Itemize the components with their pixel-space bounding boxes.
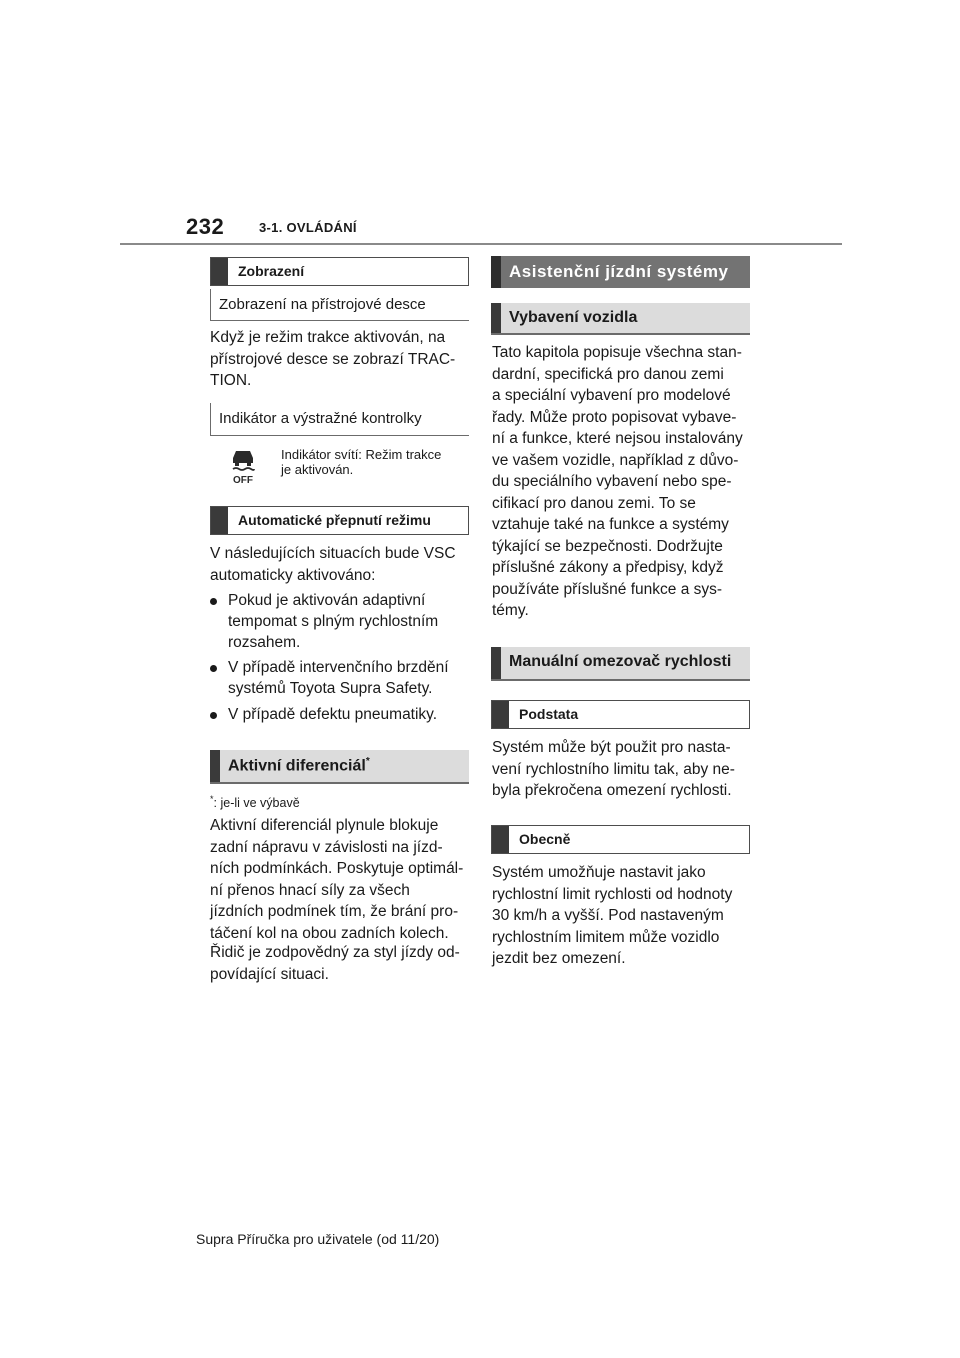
subheading-indicator-label: Indikátor a výstražné kontrolky [219, 410, 422, 427]
paragraph-line: Když je režim trakce aktivován, na [210, 329, 446, 346]
paragraph-line: dardní, specifická pro danou zemi [492, 365, 724, 383]
subheading-dashboard-display [210, 289, 469, 321]
heading-tab [211, 258, 228, 285]
footer-text: Supra Příručka pro uživatele (od 11/20) [196, 1231, 440, 1247]
heading-tab [492, 826, 509, 853]
list-item-line: tempomat s plným rychlostním [228, 613, 439, 630]
list-item-line: systémů Toyota Supra Safety. [228, 680, 433, 697]
header-rule [120, 243, 842, 245]
heading-auto-mode-switch [210, 506, 469, 535]
heading-vehicle-equipment-label: Vybavení vozidla [509, 309, 638, 326]
paragraph-line: jezdit bez omezení. [492, 950, 626, 967]
paragraph-line: týkající se bezpečnosti. Dodržujte [492, 537, 723, 555]
section-banner-assist [491, 256, 750, 288]
heading-active-differential-label [228, 756, 370, 775]
page-number: 232 [186, 214, 225, 239]
list-item-line: V případě intervenčního brzdění [228, 659, 449, 676]
subheading-indicator [210, 403, 469, 436]
paragraph-line: rychlostním limitem může vozidlo [492, 928, 720, 946]
paragraph-line: příslušné zákony a předpisy, když [492, 559, 724, 576]
paragraph-line: jízdních podmínek tím, že brání pro- [210, 903, 459, 920]
footnote-text: : je-li ve výbavě [213, 796, 300, 811]
paragraph-line: automaticky aktivováno: [210, 566, 376, 584]
paragraph-line: přístrojové desce se zobrazí TRAC- [210, 350, 456, 368]
footnote [210, 792, 470, 811]
paragraph-line: vztahuje také na funkce a systémy [492, 516, 729, 533]
paragraph-line: povídající situaci. [210, 965, 329, 983]
heading-tab [491, 303, 501, 333]
heading-text: Aktivní diferenciál [228, 757, 366, 775]
heading-tab [491, 647, 501, 679]
heading-tab [210, 750, 220, 782]
heading-general-label: Obecně [519, 831, 571, 847]
heading-auto-mode-switch-label: Automatické přepnutí režimu [238, 512, 431, 528]
paragraph-line: Systém může být použit pro nasta- [492, 739, 731, 756]
heading-active-differential [210, 750, 469, 784]
heading-tab [492, 701, 509, 728]
paragraph-line: Systém umožňuje nastavit jako [492, 864, 706, 881]
paragraph-line: Tato kapitola popisuje všechna stan- [492, 344, 742, 361]
heading-essence [491, 700, 750, 729]
paragraph-line: Aktivní diferenciál plynule blokuje [210, 817, 439, 834]
paragraph-line: 30 km/h a vyšší. Pod nastaveným [492, 907, 724, 924]
paragraph-line: du speciálního vybavení nebo spe- [492, 473, 732, 490]
list-item [210, 657, 470, 699]
paragraph-line: TION. [210, 372, 252, 389]
list-item-line: Pokud je aktivován adaptivní [228, 592, 426, 609]
list-item-line: V případě defektu pneumatiky. [228, 706, 438, 723]
section-banner-assist-label: Asistenční jízdní systémy [509, 262, 729, 281]
heading-tab [211, 507, 228, 534]
paragraph-line: Řidič je zodpovědný za styl jízdy od- [210, 944, 460, 961]
bullet-dot [210, 712, 217, 719]
paragraph-line: ní přenos hnací síly za všech [210, 881, 410, 899]
paragraph-equipment [492, 342, 754, 622]
heading-display-label: Zobrazení [238, 263, 305, 279]
paragraph-line: ních podmínkách. Poskytuje optimál- [210, 860, 464, 877]
heading-manual-speed-limiter-label: Manuální omezovač rychlosti [509, 653, 732, 670]
paragraph-driver [210, 942, 472, 985]
paragraph-line: byla překročena omezení rychlosti. [492, 782, 732, 799]
heading-display [210, 257, 469, 286]
paragraph-line: ní a funkce, které nejsou instalovány [492, 430, 743, 447]
paragraph-line: a speciální vybavení pro modelové [492, 387, 731, 404]
paragraph-line: rychlostní limit rychlosti od hodnoty [492, 885, 733, 903]
subheading-dashboard-display-label: Zobrazení na přístrojové desce [219, 296, 426, 313]
paragraph-line: používáte příslušné funkce a sys- [492, 580, 723, 598]
footnote-marker: * [210, 794, 214, 804]
paragraph-line: témy. [492, 602, 529, 619]
paragraph-line: řady. Může proto popisovat vybave- [492, 408, 737, 426]
traction-off-icon-text: OFF [233, 475, 253, 485]
heading-essence-label: Podstata [519, 706, 579, 722]
section-title: 3-1. OVLÁDÁNÍ [259, 220, 357, 235]
list-item [210, 704, 470, 726]
paragraph-line: cifikací pro danou zemi. To se [492, 494, 696, 512]
paragraph-vsc [210, 543, 470, 586]
paragraph-line: ve vašem vozidle, například z důvo- [492, 451, 739, 469]
footnote-marker: * [365, 756, 370, 767]
paragraph-differential [210, 815, 472, 944]
paragraph-line: V následujících situacích bude VSC [210, 545, 456, 562]
paragraph-traction [210, 327, 470, 392]
list-item-line: rozsahem. [228, 634, 301, 651]
indicator-line: je aktivován. [281, 462, 354, 477]
indicator-description [281, 447, 471, 477]
list-item [210, 590, 470, 654]
paragraph-line: táčení kol na obou zadních kolech. [210, 924, 449, 942]
heading-vehicle-equipment [491, 303, 750, 335]
bullet-dot [210, 665, 217, 672]
paragraph-general [492, 862, 754, 970]
paragraph-line: vení rychlostního limitu tak, aby ne- [492, 760, 735, 778]
heading-manual-speed-limiter [491, 647, 750, 681]
heading-general [491, 825, 750, 854]
indicator-line: Indikátor svítí: Režim trakce [281, 447, 442, 462]
paragraph-line: zadní nápravu v závislosti na jízd- [210, 838, 443, 856]
bullet-dot [210, 598, 217, 605]
traction-off-icon [230, 449, 256, 485]
paragraph-essence [492, 737, 754, 802]
heading-tab [491, 256, 501, 288]
